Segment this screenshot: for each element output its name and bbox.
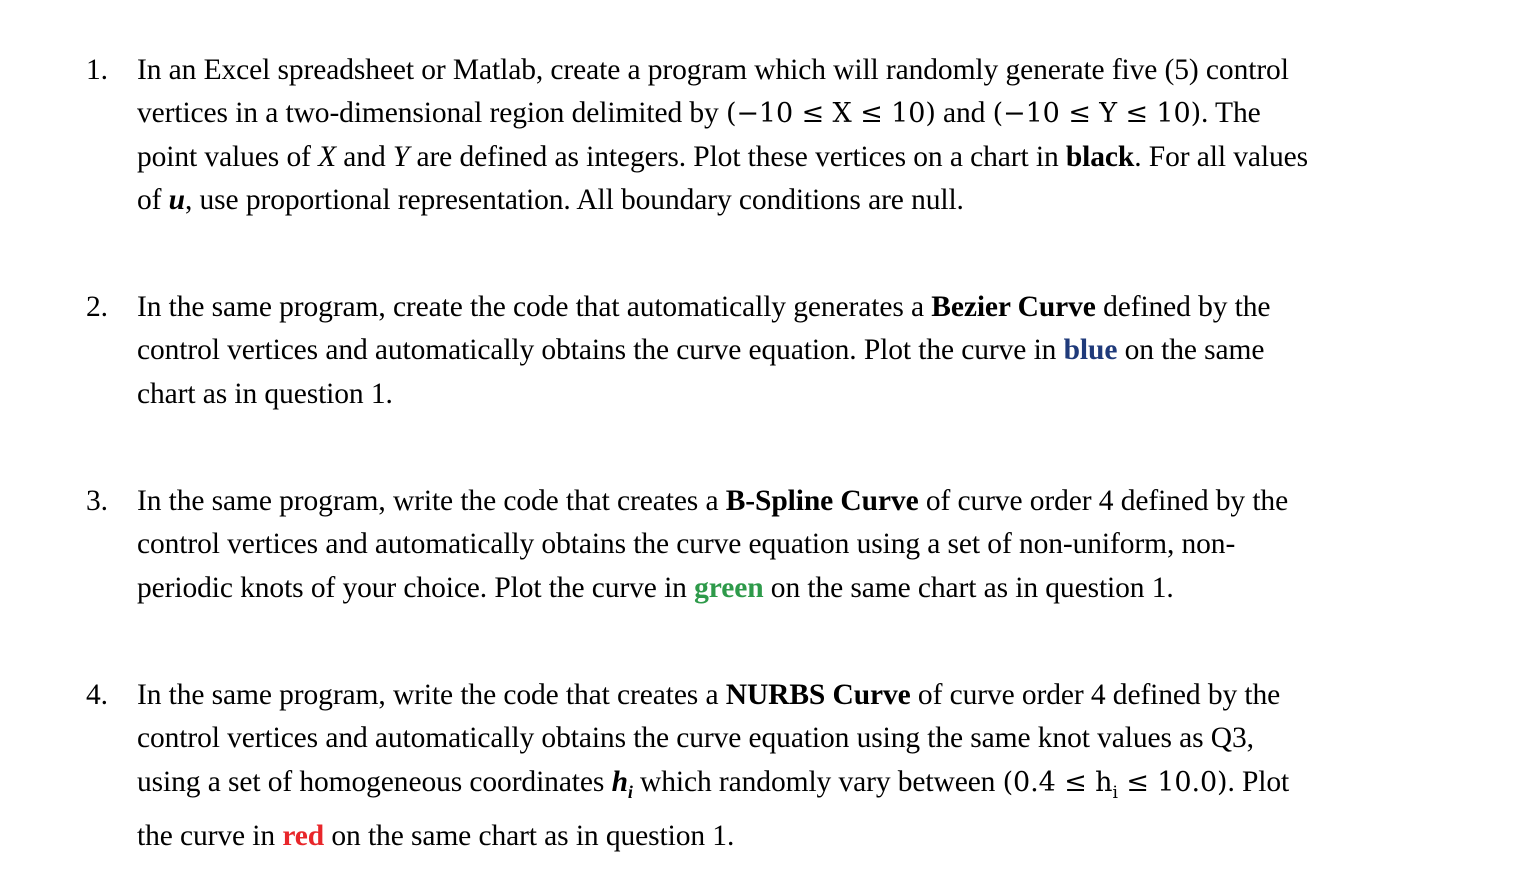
text-run: . For all values	[1134, 140, 1308, 173]
text-run: . Plot	[1227, 765, 1290, 798]
question-3	[86, 480, 1476, 610]
text-line	[137, 329, 1476, 372]
var-y: Y	[392, 140, 410, 173]
text-run: control vertices and automatically obtains the curve equation using a set of non-uniform, non-	[137, 528, 1236, 561]
text-line	[137, 373, 1476, 416]
question-number: 3.	[86, 485, 108, 517]
var-h: h	[611, 765, 628, 798]
math-y-range: (−10 ≤ Y ≤ 10)	[992, 98, 1202, 130]
question-text	[137, 480, 1476, 610]
text-run: are defined as integers. Plot these vertices on a chart in	[409, 140, 1066, 173]
text-line	[137, 480, 1476, 523]
text-line	[137, 286, 1476, 329]
math-h-range-end: ≤ 10.0)	[1117, 766, 1228, 798]
term-bezier-curve: Bezier Curve	[931, 291, 1096, 323]
question-2	[86, 286, 1476, 416]
text-line	[137, 567, 1476, 610]
term-b-spline-curve: B-Spline Curve	[725, 485, 919, 517]
text-line	[137, 92, 1476, 135]
question-text	[137, 674, 1476, 858]
text-run: In the same program, write the code that creates a	[137, 485, 726, 517]
subscript-i: i	[1112, 782, 1118, 803]
text-run: on the same chart as in question 1.	[763, 571, 1174, 604]
text-line	[137, 523, 1476, 566]
text-line	[137, 674, 1476, 717]
text-run: control vertices and automatically obtains the curve equation using the same knot values as Q3,	[137, 722, 1254, 755]
text-run: which randomly vary between	[632, 765, 1003, 798]
text-run: of	[137, 183, 169, 216]
question-number: 1.	[86, 54, 108, 86]
text-line	[137, 815, 1476, 858]
color-word-blue: blue	[1063, 334, 1118, 367]
text-run: periodic knots of your choice. Plot the curve in	[137, 571, 695, 604]
math-h-range: (0.4 ≤ h	[1002, 766, 1113, 798]
text-run: of curve order 4 defined by the	[918, 485, 1289, 517]
subscript-i: i	[627, 781, 633, 802]
term-nurbs-curve: NURBS Curve	[725, 679, 911, 711]
question-number: 4.	[86, 679, 108, 711]
text-run: vertices in a two-dimensional region delimited by	[137, 97, 726, 130]
text-line	[137, 136, 1476, 179]
question-number: 2.	[86, 291, 108, 323]
color-word-black: black	[1065, 140, 1135, 173]
text-run: chart as in question 1.	[137, 377, 393, 410]
text-run: on the same chart as in question 1.	[324, 819, 735, 852]
text-run: and	[935, 97, 993, 130]
text-run: and	[336, 140, 393, 173]
text-run: of curve order 4 defined by the	[910, 679, 1281, 711]
text-run: In the same program, write the code that creates a	[137, 679, 726, 711]
text-line	[137, 179, 1476, 222]
math-x-range: (−10 ≤ X ≤ 10)	[725, 98, 936, 130]
text-line	[137, 49, 1476, 92]
question-text	[137, 49, 1476, 222]
var-x: X	[318, 140, 337, 173]
text-run: , use proportional representation. All boundary conditions are null.	[184, 183, 964, 216]
text-run: control vertices and automatically obtains the curve equation. Plot the curve in	[137, 334, 1064, 367]
text-run: . The	[1201, 97, 1261, 130]
text-line	[137, 761, 1476, 815]
text-run: In the same program, create the code that automatically generates a	[137, 291, 932, 323]
text-line	[137, 717, 1476, 760]
color-word-green: green	[694, 571, 764, 604]
text-run: defined by the	[1095, 291, 1271, 323]
text-run: the curve in	[137, 819, 283, 852]
question-4	[86, 674, 1476, 858]
color-word-red: red	[282, 819, 325, 852]
question-text	[137, 286, 1476, 416]
question-1	[86, 49, 1476, 222]
text-run: using a set of homogeneous coordinates	[137, 765, 612, 798]
text-run: point values of	[137, 140, 319, 173]
text-run: In an Excel spreadsheet or Matlab, create a program which will randomly generate five (5) control	[137, 54, 1289, 86]
var-u: u	[168, 183, 185, 216]
text-run: on the same	[1117, 334, 1265, 367]
